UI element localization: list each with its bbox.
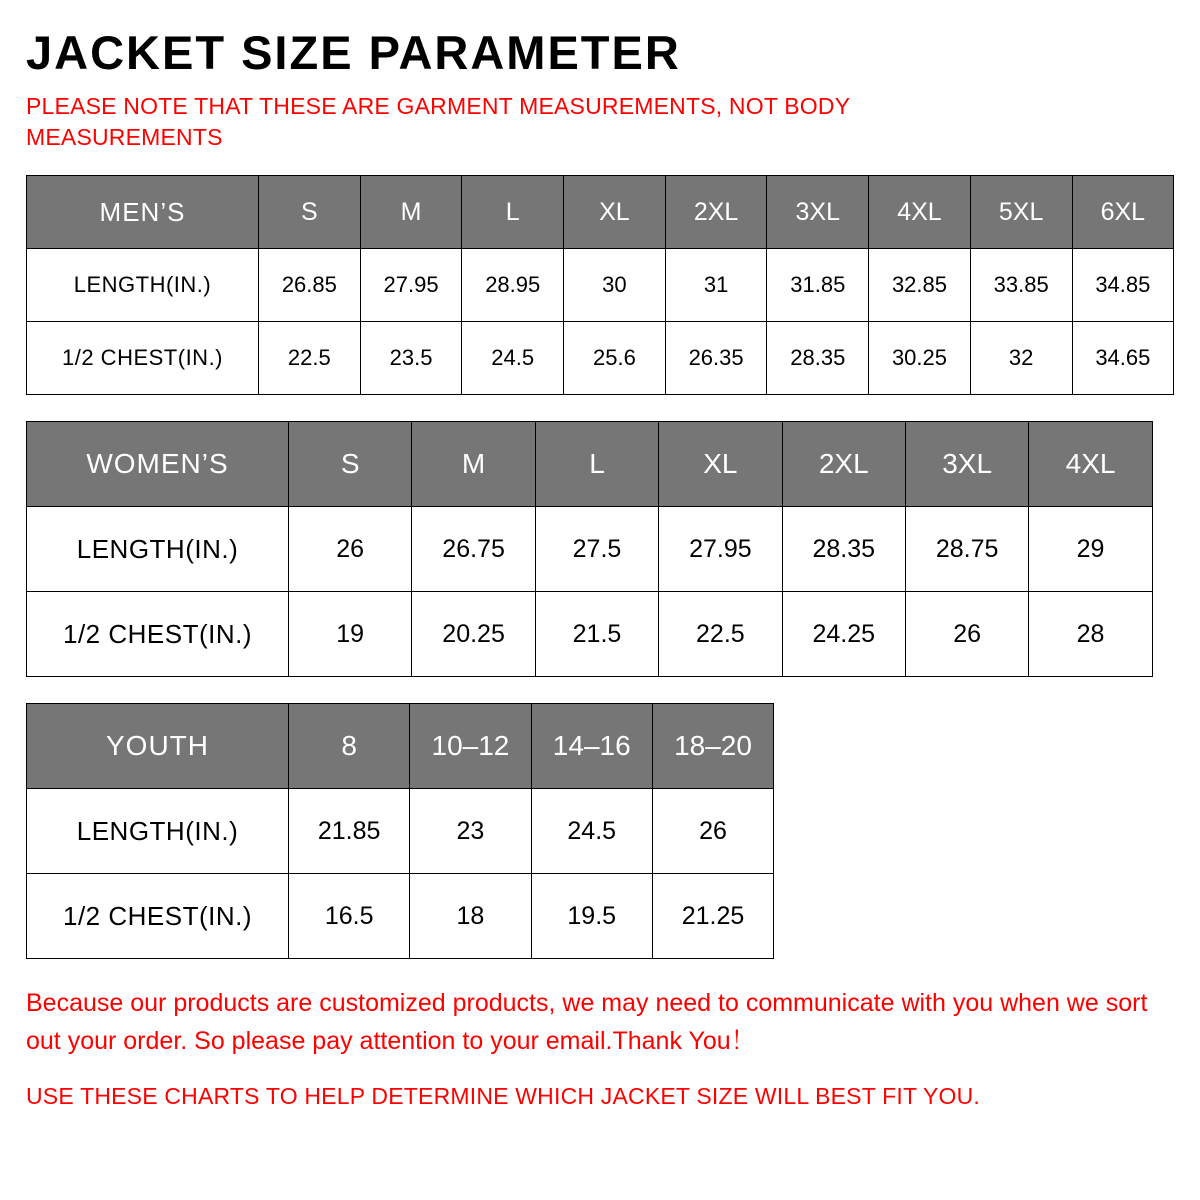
table-cell: 21.85: [289, 789, 410, 874]
size-header: S: [259, 176, 361, 249]
table-row: [27, 322, 1174, 395]
page-title: JACKET SIZE PARAMETER: [26, 26, 681, 79]
table-cell: 32.85: [869, 249, 971, 322]
chart-usage-note: USE THESE CHARTS TO HELP DETERMINE WHICH JACKET SIZE WILL BEST FIT YOU.: [26, 1083, 980, 1110]
table-cell: 22.5: [659, 592, 782, 677]
table-cell: 28.95: [462, 249, 564, 322]
table-header-row: [27, 176, 1174, 249]
table-cell: 28: [1029, 592, 1152, 677]
table-cell: 31: [665, 249, 767, 322]
row-label: 1/2 CHEST(IN.): [27, 322, 259, 395]
table-cell: 31.85: [767, 249, 869, 322]
table-cell: 18: [410, 874, 531, 959]
size-header: M: [412, 422, 535, 507]
table-cell: 23: [410, 789, 531, 874]
table-cell: 28.35: [782, 507, 905, 592]
table-cell: 28.75: [905, 507, 1028, 592]
table-corner-label: YOUTH: [27, 704, 289, 789]
table-cell: 24.25: [782, 592, 905, 677]
table-cell: 19.5: [531, 874, 652, 959]
table-row: [27, 592, 1153, 677]
row-label: LENGTH(IN.): [27, 789, 289, 874]
top-note: PLEASE NOTE THAT THESE ARE GARMENT MEASUREMENTS, NOT BODY MEASUREMENTS: [26, 93, 850, 151]
table-cell: 20.25: [412, 592, 535, 677]
size-header: 2XL: [665, 176, 767, 249]
size-header: L: [535, 422, 658, 507]
table-cell: 33.85: [970, 249, 1072, 322]
table-header-row: [27, 422, 1153, 507]
table-cell: 30: [564, 249, 666, 322]
table-cell: 26: [905, 592, 1028, 677]
customization-note: Because our products are customized products, we may need to communicate with you when we sort out your order. So please pay attention to your email.Thank You！: [26, 989, 1148, 1055]
size-header: 10–12: [410, 704, 531, 789]
table-cell: 27.95: [360, 249, 462, 322]
table-cell: 27.95: [659, 507, 782, 592]
size-header: XL: [564, 176, 666, 249]
mens-size-table: [26, 175, 1174, 395]
youth-size-table: [26, 703, 774, 959]
table-cell: 26.85: [259, 249, 361, 322]
table-row: [27, 249, 1174, 322]
table-cell: 26: [652, 789, 773, 874]
table-cell: 22.5: [259, 322, 361, 395]
size-header: 18–20: [652, 704, 773, 789]
table-cell: 26.35: [665, 322, 767, 395]
table-header-row: [27, 704, 774, 789]
row-label: 1/2 CHEST(IN.): [27, 592, 289, 677]
row-label: LENGTH(IN.): [27, 249, 259, 322]
size-header: 8: [289, 704, 410, 789]
size-header: 4XL: [1029, 422, 1152, 507]
table-cell: 27.5: [535, 507, 658, 592]
table-cell: 32: [970, 322, 1072, 395]
table-cell: 21.5: [535, 592, 658, 677]
table-cell: 34.85: [1072, 249, 1174, 322]
table-cell: 28.35: [767, 322, 869, 395]
table-cell: 29: [1029, 507, 1152, 592]
table-cell: 30.25: [869, 322, 971, 395]
table-cell: 34.65: [1072, 322, 1174, 395]
row-label: 1/2 CHEST(IN.): [27, 874, 289, 959]
table-corner-label: WOMEN’S: [27, 422, 289, 507]
table-cell: 26.75: [412, 507, 535, 592]
table-corner-label: MEN’S: [27, 176, 259, 249]
size-header: 2XL: [782, 422, 905, 507]
womens-size-table: [26, 421, 1153, 677]
table-cell: 16.5: [289, 874, 410, 959]
table-row: [27, 789, 774, 874]
table-cell: 26: [289, 507, 412, 592]
size-header: L: [462, 176, 564, 249]
size-header: M: [360, 176, 462, 249]
table-cell: 24.5: [462, 322, 564, 395]
row-label: LENGTH(IN.): [27, 507, 289, 592]
size-header: 5XL: [970, 176, 1072, 249]
size-header: 4XL: [869, 176, 971, 249]
size-header: 3XL: [905, 422, 1028, 507]
size-header: XL: [659, 422, 782, 507]
size-header: S: [289, 422, 412, 507]
table-cell: 23.5: [360, 322, 462, 395]
table-cell: 24.5: [531, 789, 652, 874]
size-header: 6XL: [1072, 176, 1174, 249]
size-header: 3XL: [767, 176, 869, 249]
table-row: [27, 507, 1153, 592]
table-cell: 21.25: [652, 874, 773, 959]
table-cell: 25.6: [564, 322, 666, 395]
size-header: 14–16: [531, 704, 652, 789]
table-cell: 19: [289, 592, 412, 677]
table-row: [27, 874, 774, 959]
